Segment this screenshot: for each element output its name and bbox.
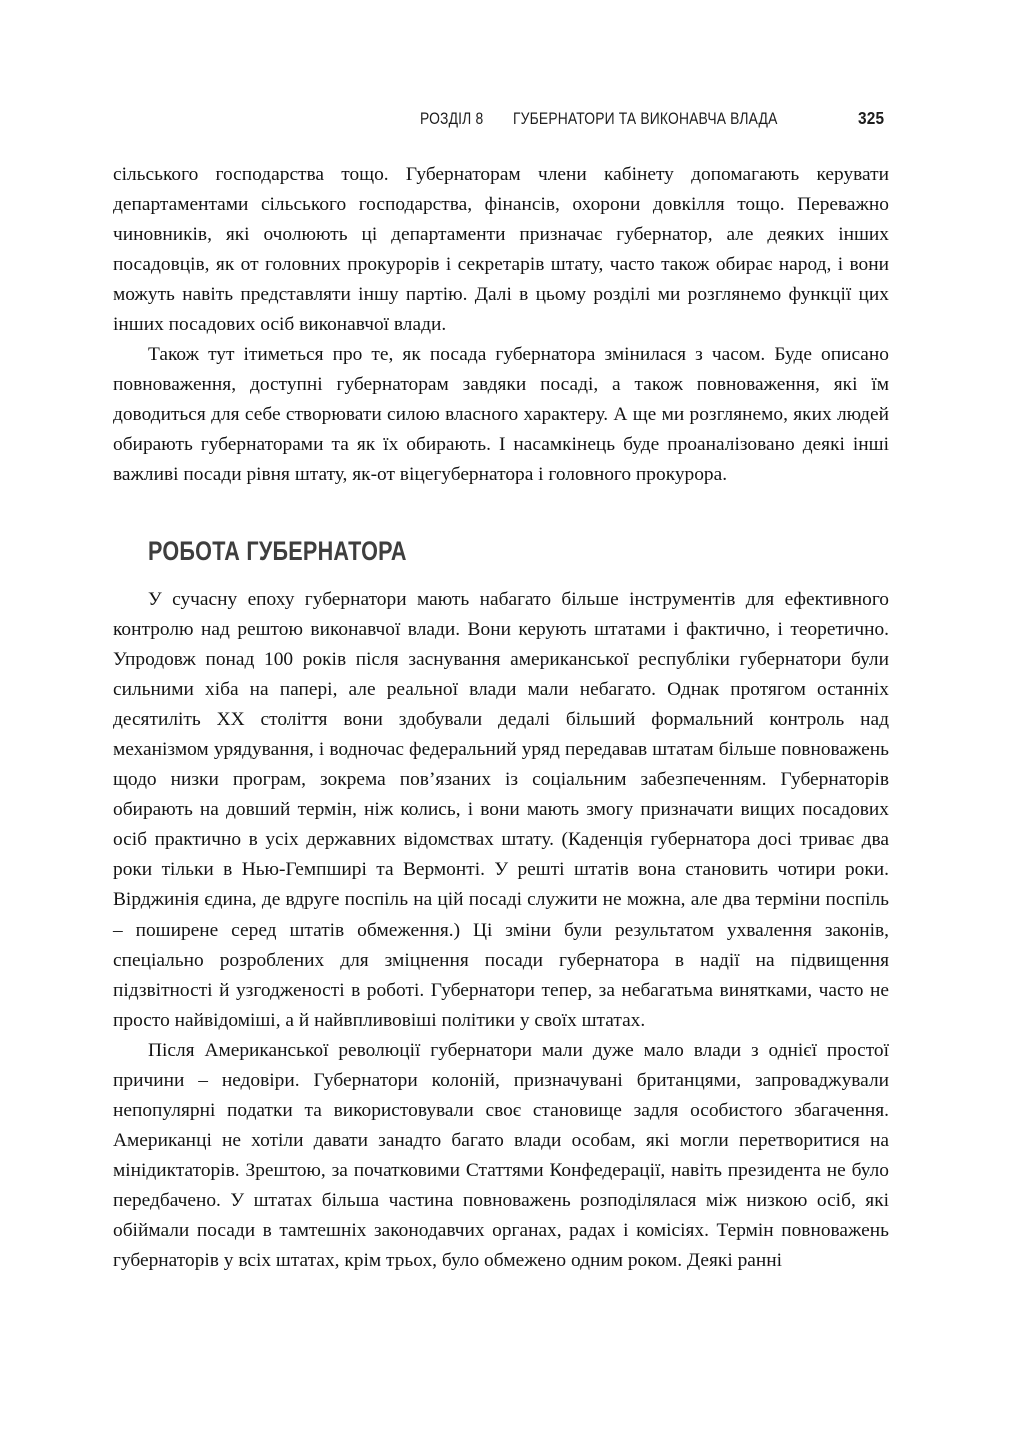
paragraph: Після Американської революції губернатори мали дуже мало влади з однієї простої причини – недовіри. Губернатори колоній, призначувані британцями, запроваджували непопулярні податки та використовували своє становище задля особистого збагачення. Американці не хотіли давати занадто багато влади особам, які могли перетворитися на мінідиктаторів. Зрештою, за початковими Статтями Конфедерації, навіть президента не було передбачено. У штатах більша частина повноважень розподілялася між низкою осіб, які обіймали посади в тамтешніх законодавчих органах, радах і комісіях. Термін повноважень губернаторів у всіх штатах, крім трьох, було обмежено одним роком. Деякі ранні bbox=[113, 1039, 889, 1272]
paragraph-group-before-heading bbox=[113, 160, 889, 491]
paragraph: сільського господарства тощо. Губернаторам члени кабінету допомагають керувати департаментами сільського господарства, фінансів, охорони довкілля тощо. Переважно чиновників, які очолюють ці департаменти призначає губернатор, але деяких інших посадовців, як от головних прокурорів і секретарів штату, часто також обирає народ, і вони можуть навіть представляти іншу партію. Далі в цьому розділі ми розглянемо функції цих інших посадових осіб виконавчої влади. bbox=[113, 164, 889, 336]
section-heading-wrap bbox=[148, 536, 848, 572]
running-header bbox=[113, 108, 888, 132]
paragraph-group-after-heading bbox=[113, 585, 889, 1276]
paragraph: Також тут ітиметься про те, як посада губернатора змінилася з часом. Буде описано повноваження, доступні губернаторам завдяки посаді, а також повноваження, які їм доводиться для себе створювати силою власного характеру. А ще ми розглянемо, яких людей обирають губернаторами та як їх обирають. І насамкінець буде проаналізовано деякі інші важливі посади рівня штату, як-от віцегубернатора і головного прокурора. bbox=[113, 344, 889, 486]
section-heading: РОБОТА ГУБЕРНАТОРА bbox=[148, 536, 407, 566]
chapter-label: РОЗДІЛ 8 bbox=[419, 110, 484, 128]
running-header-title: ГУБЕРНАТОРИ ТА ВИКОНАВЧА ВЛАДА bbox=[513, 110, 778, 128]
paragraph: У сучасну епоху губернатори мають набагато більше інструментів для ефективного контролю над рештою виконавчої влади. Вони керують штатами і фактично, і теоретично. Упродовж понад 100 років після заснування американської республіки губернатори були сильними хіба на папері, але реальної влади мали небагато. Однак протягом останніх десятиліть XX століття вони здобували дедалі більший формальний контроль над механізмом урядування, і водночас федеральний уряд передавав штатам більше повноважень щодо низки програм, зокрема пов’язаних із соціальним забезпеченням. Губернаторів обирають на довший термін, ніж колись, і вони мають змогу призначати вищих посадових осіб практично в усіх державних відомствах штату. (Каденція губернатора досі триває два роки тільки в Нью-Гемпширі та Вермонті. У решті штатів вона становить чотири роки. Вірджинія єдина, де вдруге поспіль на цій посаді служити не можна, але два терміни поспіль – поширене серед штатів обмеження.) Ці зміни були результатом ухвалення законів, спеціально розроблених для зміцнення посади губернатора в надії на підвищення підзвітності й узгодженості в роботі. Губернатори тепер, за небагатьма винятками, часто не просто найвідоміші, а й найвпливовіші політики у своїх штатах. bbox=[113, 589, 889, 1031]
page-number: 325 bbox=[858, 108, 885, 128]
